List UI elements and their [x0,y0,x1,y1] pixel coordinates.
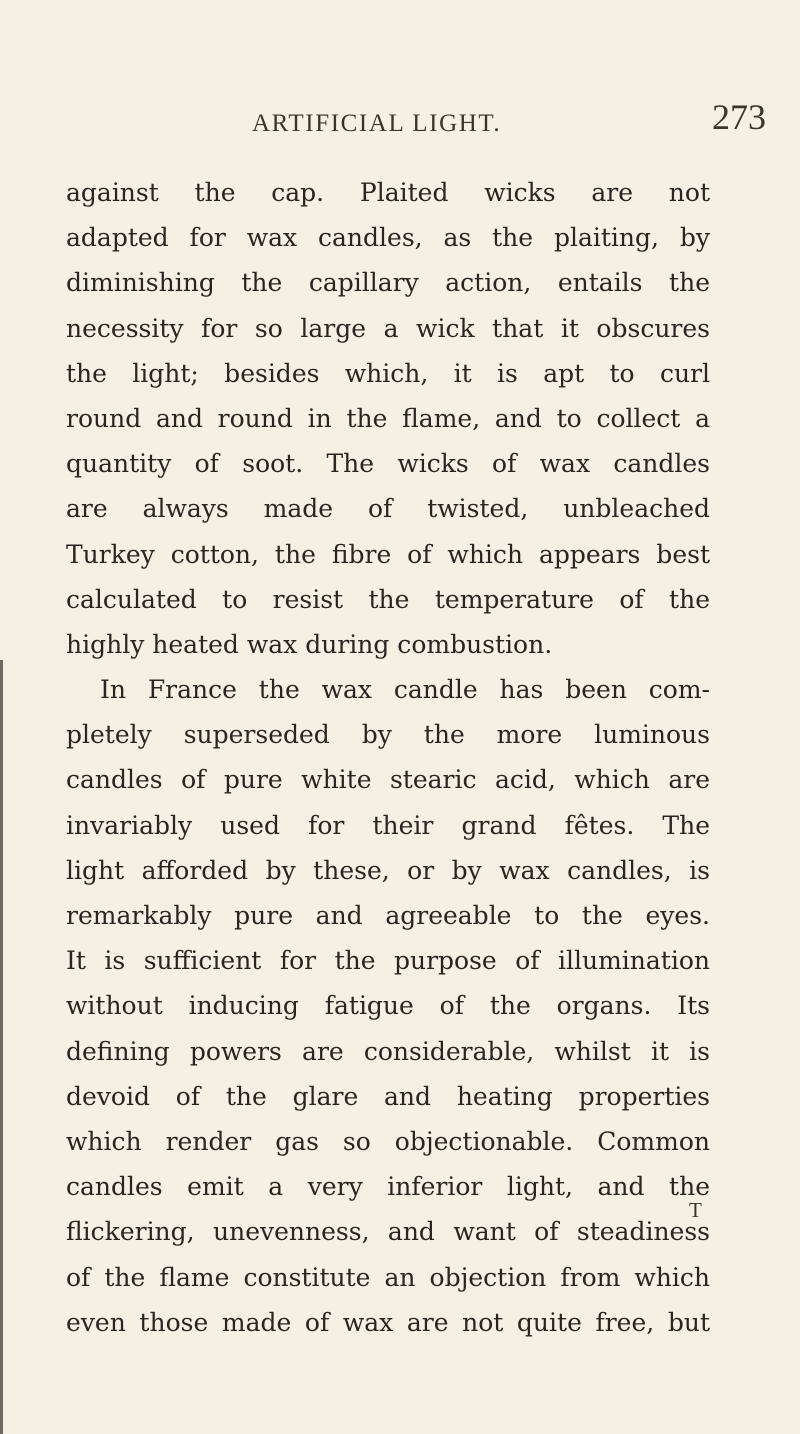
text-line: invariably used for their grand fêtes. The [66,810,710,840]
page-header [0,96,800,144]
text-line: Turkey cotton, the fibre of which appears best [66,539,710,569]
text-line: which render gas so objectionable. Common [66,1126,710,1156]
text-line: against the cap. Plaited wicks are not [66,178,710,207]
text-line: quantity of soot. The wicks of wax candles [66,449,710,479]
text-line: necessity for so large a wick that it obscures [66,313,710,343]
text-line: round and round in the flame, and to collect a [66,403,710,433]
page-number: 273 [712,97,766,137]
text-line: remarkably pure and agreeable to the eyes. [66,901,710,930]
text-line: devoid of the glare and heating properties [66,1081,710,1111]
text-line: candles of pure white stearic acid, which are [66,765,710,795]
text-line: even those made of wax are not quite free, but [66,1307,710,1337]
text-line: flickering, unevenness, and want of steadiness [66,1217,710,1247]
text-line: the light; besides which, it is apt to curl [66,358,710,388]
running-head: ARTIFICIAL LIGHT. [252,110,502,137]
text-line: calculated to resist the temperature of the [66,584,710,614]
text-line: candles emit a very inferior light, and the [66,1172,710,1202]
text-line: adapted for wax candles, as the plaiting, by [66,223,710,253]
text-line: It is sufficient for the purpose of illumination [66,946,710,976]
text-line: diminishing the capillary action, entails the [66,268,710,298]
text-line: without inducing fatigue of the organs. Its [66,991,710,1021]
text-line: are always made of twisted, unbleached [66,494,710,524]
text-line: light afforded by these, or by wax candles, is [66,855,710,885]
text-line: highly heated wax during combustion. [66,629,553,659]
text-line: defining powers are considerable, whilst it is [66,1036,710,1066]
text-line: pletely superseded by the more luminous [66,720,710,750]
paragraph-start-line: In France the wax candle has been com- [100,675,710,705]
body-text [66,170,710,1345]
signature-mark: T [689,1198,702,1222]
page-edge-shadow [0,660,3,1434]
text-line: of the flame constitute an objection from which [66,1262,710,1292]
